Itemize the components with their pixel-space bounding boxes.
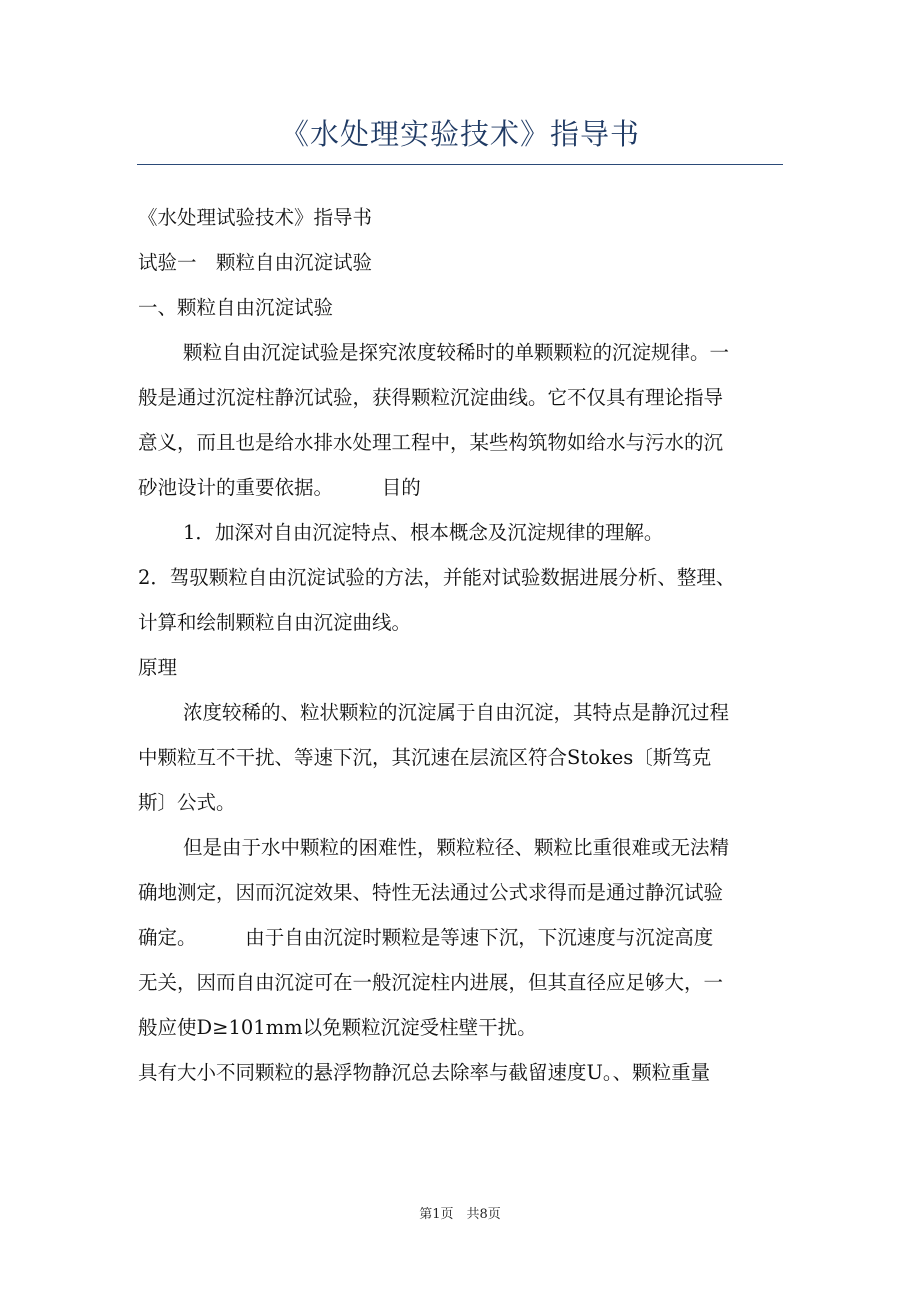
list-item: 2．驾驭颗粒自由沉淀试验的方法，并能对试验数据进展分析、整理、 <box>138 566 736 589</box>
paragraph-line: 砂池设计的重要依据。 目的 <box>138 476 421 499</box>
page-footer: 第1页 共8页 <box>419 1207 501 1222</box>
paragraph-line: 但是由于水中颗粒的困难性，颗粒粒径、颗粒比重很难或无法精 <box>183 836 730 859</box>
paragraph-line: 无关，因而自由沉淀可在一般沉淀柱内进展，但其直径应足够大，一 <box>138 971 724 994</box>
paragraph-line: 中颗粒互不干扰、等速下沉，其沉速在层流区符合Stokes〔斯笃克 <box>138 746 712 769</box>
paragraph-line: 确定。 由于自由沉淀时颗粒是等速下沉，下沉速度与沉淀高度 <box>138 926 714 949</box>
paragraph-line: 浓度较稀的、粒状颗粒的沉淀属于自由沉淀，其特点是静沉过程 <box>183 701 730 724</box>
paragraph-line: 确地测定，因而沉淀效果、特性无法通过公式求得而是通过静沉试验 <box>138 881 724 904</box>
list-item: 1．加深对自由沉淀特点、根本概念及沉淀规律的理解。 <box>183 521 664 544</box>
paragraph-line: 具有大小不同颗粒的悬浮物静沉总去除率与截留速度U。、颗粒重量 <box>138 1061 711 1084</box>
paragraph-line: 意义，而且也是给水排水处理工程中，某些构筑物如给水与污水的沉 <box>138 431 724 454</box>
experiment-heading: 试验一 颗粒自由沉淀试验 <box>138 251 373 274</box>
document-body <box>138 195 788 1095</box>
title-divider <box>137 164 783 165</box>
section-heading: 原理 <box>138 656 178 679</box>
doc-subtitle-line: 《水处理试验技术》指导书 <box>138 206 373 229</box>
paragraph-line: 颗粒自由沉淀试验是探究浓度较稀时的单颗颗粒的沉淀规律。一 <box>183 341 730 364</box>
page-title: 《水处理实验技术》指导书 <box>279 117 640 151</box>
paragraph-line: 斯〕公式。 <box>138 791 236 814</box>
paragraph-line: 般应使D≥101mm以免颗粒沉淀受柱壁干扰。 <box>138 1016 537 1039</box>
paragraph-line: 计算和绘制颗粒自由沉淀曲线。 <box>138 611 412 634</box>
section-heading: 一、颗粒自由沉淀试验 <box>138 296 334 319</box>
paragraph-line: 般是通过沉淀柱静沉试验，获得颗粒沉淀曲线。它不仅具有理论指导 <box>138 386 724 409</box>
